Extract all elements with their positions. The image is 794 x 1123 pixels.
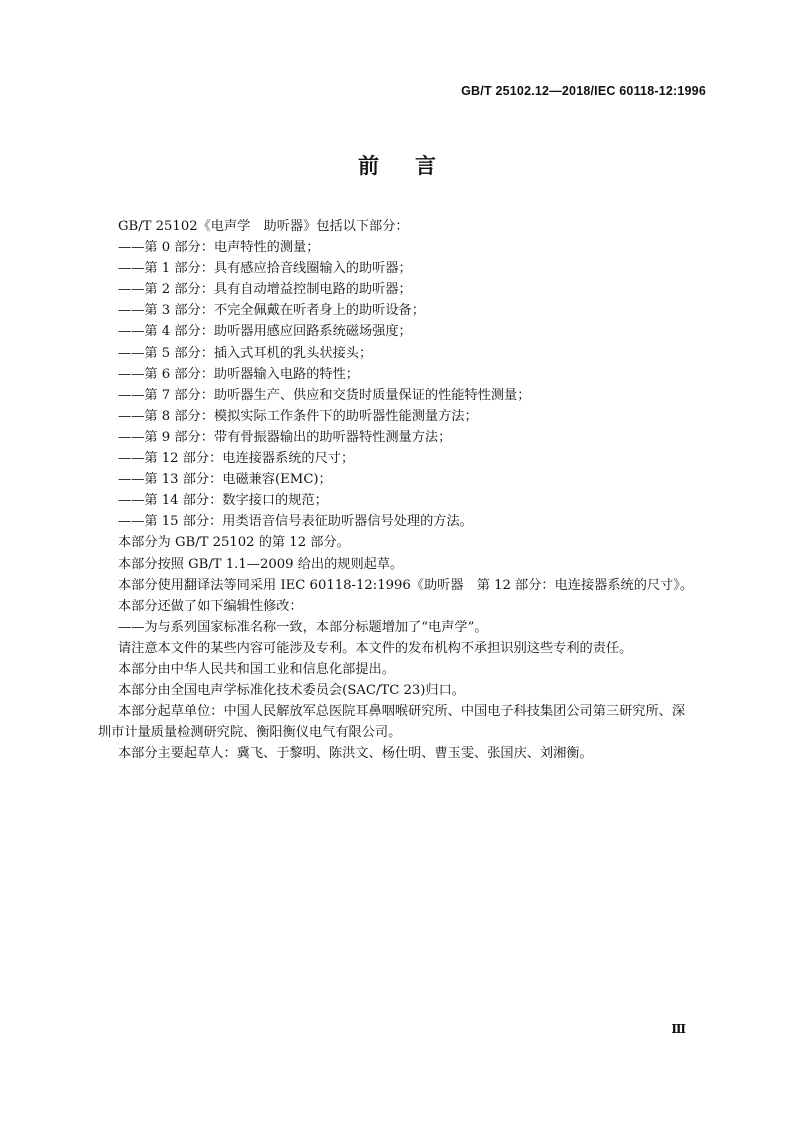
part-item-2: ——第 2 部分：具有自动增益控制电路的助听器； bbox=[118, 282, 412, 298]
part-item-0: ——第 0 部分：电声特性的测量； bbox=[118, 240, 320, 256]
parts-intro: GB/T 25102《电声学 助听器》包括以下部分： bbox=[118, 219, 409, 234]
drafting-rules-paragraph: 本部分按照 GB/T 1.1—2009 给出的规则起草。 bbox=[118, 556, 404, 572]
drafting-units-line-2: 圳市计量质量检测研究院、衡阳衡仪电气有限公司。 bbox=[98, 725, 402, 741]
edits-intro-paragraph: 本部分还做了如下编辑性修改： bbox=[118, 598, 303, 614]
translation-paragraph: 本部分使用翻译法等同采用 IEC 60118-12:1996《助听器 第 12 部分：电连接器系统的尺寸》。 bbox=[118, 577, 694, 593]
page-number: Ⅲ bbox=[671, 1022, 686, 1036]
part-item-13: ——第 13 部分：电磁兼容(EMC)； bbox=[118, 472, 332, 488]
part-item-5: ——第 5 部分：插入式耳机的乳头状接头； bbox=[118, 345, 373, 361]
part-item-15: ——第 15 部分：用类语音信号表征助听器信号处理的方法。 bbox=[118, 514, 473, 530]
proposed-by-paragraph: 本部分由中华人民共和国工业和信息化部提出。 bbox=[118, 661, 395, 677]
part-item-9: ——第 9 部分：带有骨振器输出的助听器特性测量方法； bbox=[118, 429, 452, 445]
managed-by-paragraph: 本部分由全国电声学标准化技术委员会(SAC/TC 23)归口。 bbox=[118, 683, 465, 699]
drafters-paragraph: 本部分主要起草人：冀飞、于黎明、陈洪文、杨仕明、曹玉雯、张国庆、刘湘衡。 bbox=[118, 746, 593, 762]
edit-item: ——为与系列国家标准名称一致，本部分标题增加了“电声学”。 bbox=[118, 619, 488, 635]
part-item-6: ——第 6 部分：助听器输入电路的特性； bbox=[118, 366, 359, 382]
part-item-4: ——第 4 部分：助听器用感应回路系统磁场强度； bbox=[118, 324, 412, 340]
patent-notice-paragraph: 请注意本文件的某些内容可能涉及专利。本文件的发布机构不承担识别这些专利的责任。 bbox=[118, 640, 633, 656]
part-item-3: ——第 3 部分：不完全佩戴在听者身上的助听设备； bbox=[118, 303, 425, 319]
part-item-7: ——第 7 部分：助听器生产、供应和交货时质量保证的性能特性测量； bbox=[118, 387, 531, 403]
part-item-8: ——第 8 部分：模拟实际工作条件下的助听器性能测量方法； bbox=[118, 408, 478, 424]
standard-code-header: GB/T 25102.12—2018/IEC 60118-12:1996 bbox=[461, 84, 706, 98]
foreword-body bbox=[98, 216, 708, 764]
part-item-14: ——第 14 部分：数字接口的规范； bbox=[118, 493, 328, 509]
part-item-12: ——第 12 部分：电连接器系统的尺寸； bbox=[118, 451, 355, 467]
page-title: 前言 bbox=[358, 153, 472, 178]
part-item-1: ——第 1 部分：具有感应拾音线圈输入的助听器； bbox=[118, 261, 412, 277]
drafting-units-line-1: 本部分起草单位：中国人民解放军总医院耳鼻咽喉研究所、中国电子科技集团公司第三研究所、深 bbox=[118, 704, 686, 720]
part-of-paragraph: 本部分为 GB/T 25102 的第 12 部分。 bbox=[118, 535, 350, 551]
